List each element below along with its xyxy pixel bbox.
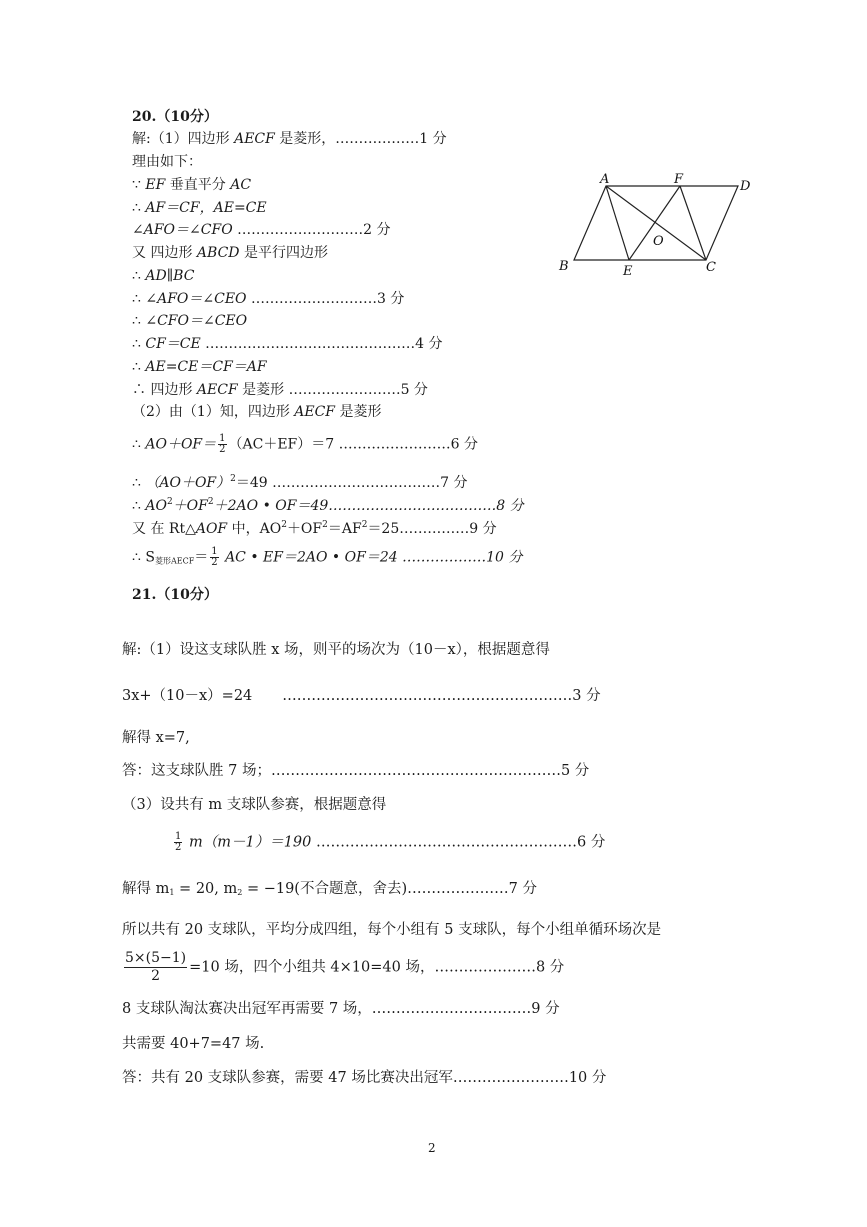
label-f: F [674, 172, 684, 187]
fraction-half: $\frac{1}{2}$ [219, 433, 226, 455]
q21-line-5: （3）设共有 m 支球队参赛，根据题意得 [122, 797, 387, 813]
q20-line-8: ∴ ∠AFO＝∠CEO ………………………3 分 [132, 291, 405, 307]
q21-line-1: 解:（1）设这支球队胜 x 场，则平的场次为（10－x），根据题意得 [122, 642, 550, 658]
segment-ae [606, 186, 629, 260]
q20-line-6: 又 四边形 ABCD 是平行四边形 [132, 245, 328, 261]
q20-line-11: ∴ AE=CE＝CF＝AF [132, 359, 267, 375]
q20-line-10: ∴ CF＝CE ………………………………………4 分 [132, 336, 443, 352]
q20-line-4: ∴ AF＝CF，AE=CE [132, 200, 267, 216]
q20-heading: 20.（10分） [132, 109, 218, 125]
q20-line-5: ∠AFO＝∠CFO ………………………2 分 [132, 222, 391, 238]
page-number: 2 [428, 1141, 436, 1155]
q21-line-7: 解得 $m_1 = 20$, $m_2 = -19$(不合题意，舍去)…………………7 分 [122, 881, 537, 897]
q21-line-8: 所以共有 20 支球队，平均分成四组，每个小组有 5 支球队，每个小组单循环场次是 [122, 922, 662, 938]
label-d: D [740, 179, 751, 194]
q21-line-2: 3x+（10－x）=24 ……………………………………………………3 分 [122, 688, 601, 704]
q20-line-7: ∴ AD∥BC [132, 268, 195, 284]
q20-line-17: 又 在 Rt△AOF 中，$AO^2+OF^2=AF^2=25\dots\dots\dots\dots\dots 9$ 分 [132, 520, 497, 537]
q21-line-6: $\frac{1}{2}$ m（m－1）＝190 ………………………………………………6 分 [175, 831, 606, 853]
q20-line-12: ∴ 四边形 AECF 是菱形 ……………………5 分 [132, 382, 428, 398]
q20-line-16: ∴ $AO^2+OF^2+2AO$ • OF＝49………………………………8 分 [132, 497, 524, 514]
label-c: C [706, 260, 716, 275]
label-o: O [653, 234, 664, 249]
label-b: B [559, 259, 569, 274]
q21-line-4: 答：这支球队胜 7 场；……………………………………………………5 分 [122, 763, 590, 779]
fraction-half: $\frac{1}{2}$ [211, 546, 218, 568]
label-a: A [600, 172, 610, 187]
q21-line-10: 8 支球队淘汰赛决出冠军再需要 7 场，……………………………9 分 [122, 1001, 560, 1017]
q20-line-9: ∴ ∠CFO＝∠CEO [132, 313, 248, 329]
fraction-half: $\frac{1}{2}$ [175, 831, 182, 853]
q21-line-9: $\frac{5\times(5-1)}{2}$ =10 场，四个小组共 4×10=40 场，…………………8 分 [125, 950, 565, 984]
label-e: E [623, 264, 633, 279]
parallelogram-figure [556, 168, 756, 280]
q20-line-18: ∴ $S_{菱形AECF}=$ $\frac{1}{2}$ AC • EF＝2AO • OF＝24 ………………10 分 [132, 546, 523, 568]
q21-line-11: 共需要 40+7=47 场. [122, 1036, 265, 1052]
q21-line-12: 答：共有 20 支球队参赛，需要 47 场比赛决出冠军……………………10 分 [122, 1070, 607, 1086]
segment-fc [680, 186, 706, 260]
q20-line-14: ∴ AO＋OF＝ $\frac{1}{2}$ （AC＋EF）＝7 ……………………6 分 [132, 433, 478, 455]
q21-heading: 21.（10分） [132, 587, 218, 603]
q20-line-15: ∴ $(AO+OF)^2=49$ ………………………………7 分 [132, 474, 468, 491]
q20-line-2: 理由如下： [132, 154, 202, 170]
q20-line-13: （2）由（1）知，四边形 AECF 是菱形 [132, 404, 382, 420]
q21-line-3: 解得 x=7, [122, 730, 190, 746]
q20-line-1: 解:（1）四边形 AECF 是菱形，………………1 分 [132, 131, 447, 147]
q20-line-3: ∵ EF 垂直平分 AC [132, 177, 252, 193]
fraction-games: $\frac{5\times(5-1)}{2}$ [125, 950, 187, 984]
